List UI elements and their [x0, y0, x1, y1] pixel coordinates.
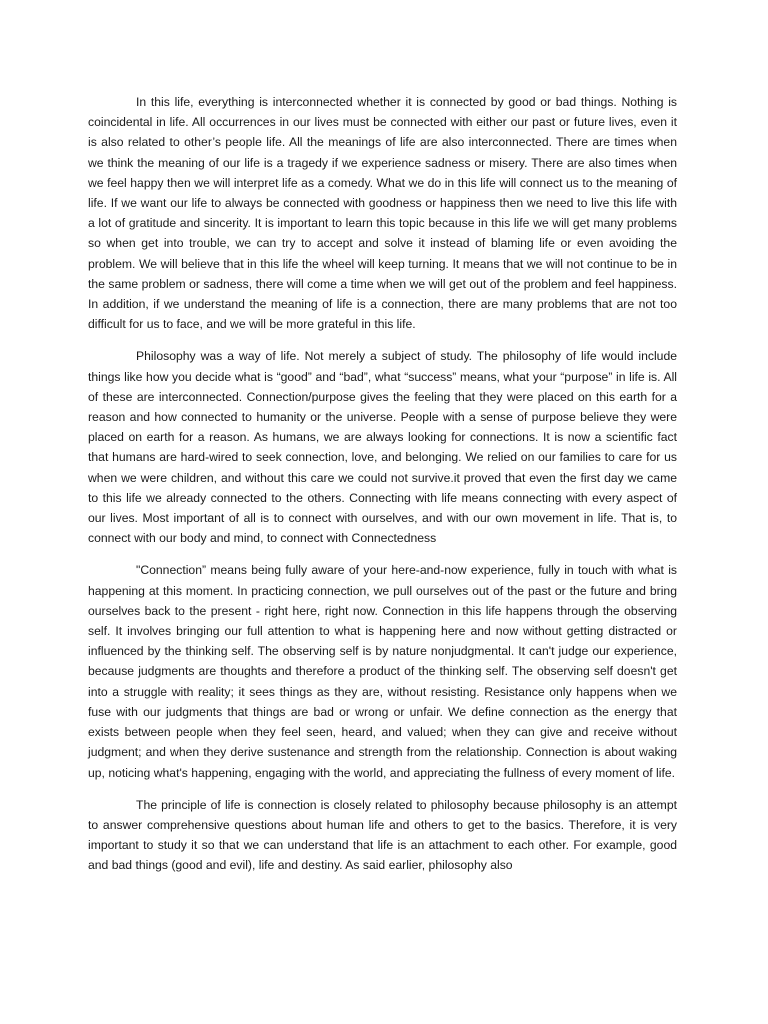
paragraph-1: In this life, everything is interconnected whether it is connected by good or bad things. Nothing is coincidental in life. All occurrences in our lives must be connected with either our past or future lives, even it is also related to other’s people life. All the meanings of life are also interconnected. There are times when we think the meaning of our life is a tragedy if we experience sadness or misery. There are also times when we feel happy then we will interpret life as a comedy. What we do in this life will connect us to the meaning of life. If we want our life to always be connected with goodness or happiness then we need to live this life with a lot of gratitude and sincerity. It is important to learn this topic because in this life we will get many problems so when get into trouble, we can try to accept and solve it instead of blaming life or even avoiding the problem. We will believe that in this life the wheel will keep turning. It means that we will not continue to be in the same problem or sadness, there will come a time when we will get out of the problem and feel happiness. In addition, if we understand the meaning of life is a connection, there are many problems that are not too difficult for us to face, and we will be more grateful in this life. [88, 95, 677, 332]
document-page [88, 92, 677, 888]
paragraph-4: The principle of life is connection is closely related to philosophy because philosophy is an attempt to answer comprehensive questions about human life and others to get to the basics. Therefore, it is very important to study it so that we can understand that life is an attachment to each other. For example, good and bad things (good and evil), life and destiny. As said earlier, philosophy also [88, 797, 677, 873]
paragraph-3: "Connection” means being fully aware of your here-and-now experience, fully in touch with what is happening at this moment. In practicing connection, we pull ourselves out of the past or the future and bring ourselves back to the present - right here, right now. Connection in this life happens through the observing self. It involves bringing our full attention to what is happening here and now without getting distracted or influenced by the thinking self. The observing self is by nature nonjudgmental. It can't judge our experience, because judgments are thoughts and therefore a product of the thinking self. The observing self doesn't get into a struggle with reality; it sees things as they are, without resisting. Resistance only happens when we fuse with our judgments that things are bad or wrong or unfair. We define connection as the energy that exists between people when they feel seen, heard, and valued; when they can give and receive without judgment; and when they derive sustenance and strength from the relationship. Connection is about waking up, noticing what's happening, engaging with the world, and appreciating the fullness of every moment of life. [88, 563, 677, 780]
paragraph-2: Philosophy was a way of life. Not merely a subject of study. The philosophy of life would include things like how you decide what is “good” and “bad”, what “success” means, what your “purpose” in life is. All of these are interconnected. Connection/purpose gives the feeling that they were placed on this earth for a reason and how connected to humanity or the universe. People with a sense of purpose believe they were placed on earth for a reason. As humans, we are always looking for connections. It is now a scientific fact that humans are hard-wired to seek connection, love, and belonging. We relied on our families to care for us when we were children, and without this care we could not survive.it proved that even the first day we came to this life we already connected to the others. Connecting with life means connecting with every aspect of our lives. Most important of all is to connect with ourselves, and with our own movement in life. That is, to connect with our body and mind, to connect with Connectedness [88, 349, 677, 546]
